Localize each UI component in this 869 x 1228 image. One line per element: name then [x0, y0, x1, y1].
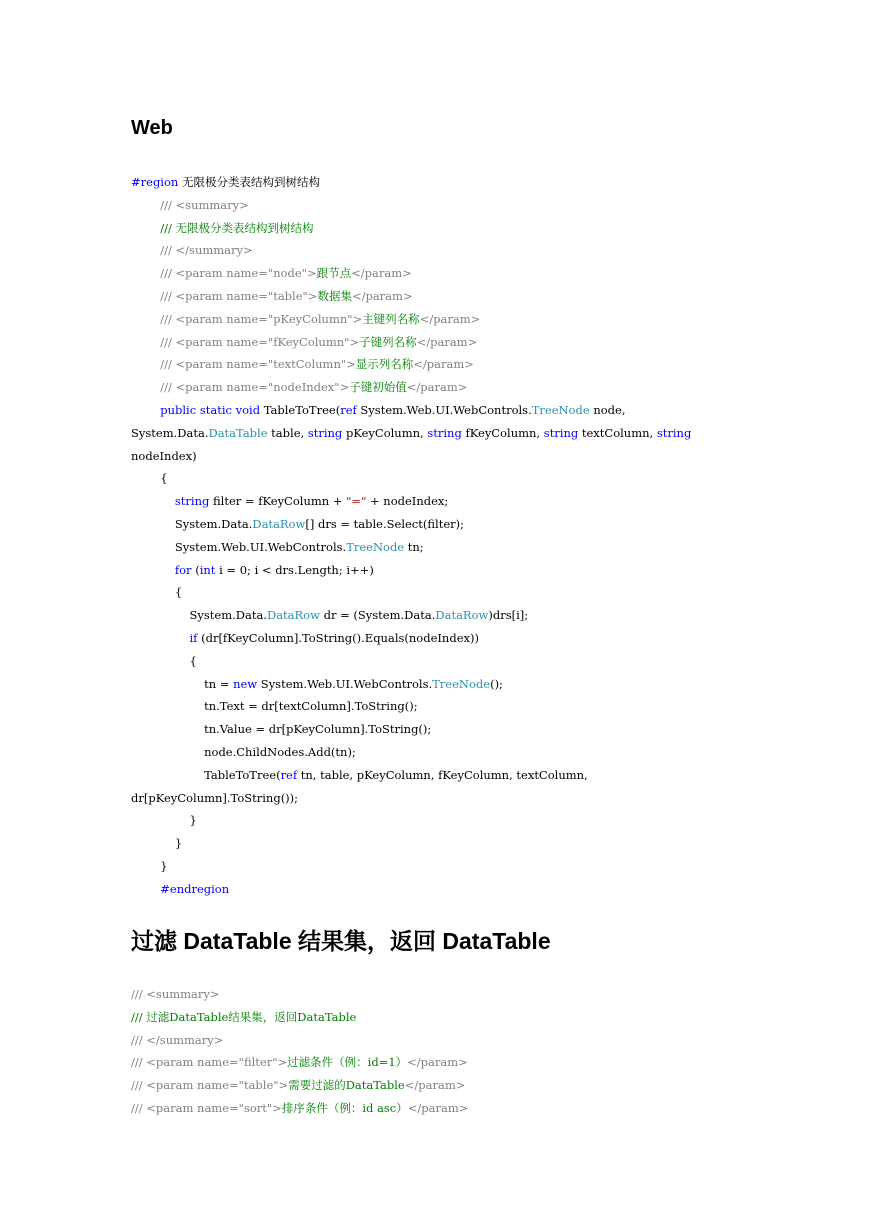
- code-line: [131, 308, 751, 331]
- code-text-token: System.Data.: [131, 516, 253, 531]
- type-token: DataTable: [208, 425, 268, 440]
- code-line: [131, 559, 751, 582]
- code-text-token: {: [131, 471, 168, 486]
- code-line: [131, 513, 751, 536]
- type-token: DataRow: [252, 516, 306, 531]
- code-line: [131, 878, 751, 901]
- code-line: [131, 695, 751, 718]
- type-token: TreeNode: [346, 539, 405, 554]
- keyword-token: string: [307, 425, 343, 440]
- code-text-token: nodeIndex): [131, 448, 197, 463]
- code-text-token: table,: [267, 425, 308, 440]
- xml-doc-tag-token: /// <param name="node">: [160, 266, 317, 281]
- xml-doc-tag-token: </param>: [406, 380, 468, 395]
- code-text-token: dr = (System.Data.: [319, 608, 436, 623]
- code-line: [131, 1029, 751, 1052]
- code-text-token: ();: [490, 676, 503, 691]
- xml-doc-tag-token: /// <param name="sort">: [131, 1100, 282, 1115]
- code-line: [131, 855, 751, 878]
- code-text-token: tn =: [131, 676, 234, 691]
- comment-token: 需要过滤的DataTable: [288, 1078, 405, 1093]
- keyword-token: string: [656, 425, 692, 440]
- code-line: [131, 194, 751, 217]
- comment-token: 数据集: [317, 288, 352, 303]
- code-line: [131, 399, 751, 422]
- code-line: [131, 331, 751, 354]
- xml-doc-tag-token: </param>: [407, 1055, 468, 1070]
- code-text-token: [131, 631, 190, 645]
- comment-token: /// 过滤DataTable结果集，返回DataTable: [131, 1009, 357, 1024]
- keyword-token: string: [174, 494, 210, 509]
- code-text-token: System.Data.: [131, 425, 209, 440]
- code-line: [131, 536, 751, 559]
- code-text-token: )drs[i];: [488, 608, 529, 623]
- keyword-token: void: [235, 402, 261, 417]
- comment-token: 跟节点: [316, 266, 352, 281]
- code-text-token: i = 0; i < drs.Length; i++): [215, 562, 374, 577]
- code-line: [131, 467, 751, 490]
- comment-token: 过滤条件（例：id=1）: [287, 1055, 408, 1070]
- code-text-token: fKeyColumn,: [461, 425, 544, 440]
- xml-doc-tag-token: /// <param name="textColumn">: [160, 357, 356, 372]
- code-line: [131, 376, 751, 399]
- xml-doc-tag-token: /// <param name="fKeyColumn">: [160, 334, 360, 349]
- xml-doc-tag-token: /// <param name="nodeIndex">: [160, 380, 350, 395]
- code-text-token: }: [131, 813, 197, 828]
- code-line: [131, 262, 751, 285]
- code-text-token: }: [131, 858, 168, 873]
- keyword-token: int: [199, 562, 216, 577]
- code-line: [131, 673, 751, 696]
- comment-token: /// 无限极分类表结构到树结构: [160, 220, 314, 235]
- code-text-token: [131, 266, 160, 280]
- code-text-token: tn, table, pKeyColumn, fKeyColumn, textColumn,: [297, 767, 588, 782]
- code-line: [131, 1097, 751, 1120]
- code-line: [131, 787, 751, 810]
- code-text-token: (dr[fKeyColumn].ToString().Equals(nodeIndex)): [197, 630, 479, 645]
- code-text-token: tn;: [404, 539, 424, 554]
- code-text-token: [131, 494, 175, 508]
- code-text-token: [131, 289, 160, 303]
- code-text-token: [131, 198, 160, 212]
- comment-token: 排序条件（例：id asc）: [281, 1100, 408, 1115]
- code-text-token: TableToTree(: [131, 767, 281, 782]
- code-line: [131, 285, 751, 308]
- code-text-token: [131, 403, 160, 417]
- keyword-token: if: [189, 630, 198, 645]
- xml-doc-tag-token: /// <summary>: [131, 987, 220, 1001]
- code-text-token: tn.Value = dr[pKeyColumn].ToString();: [131, 722, 432, 737]
- keyword-token: #region: [131, 175, 179, 189]
- code-line: [131, 983, 751, 1006]
- code-line: [131, 627, 751, 650]
- comment-token: 主键列名称: [362, 311, 420, 326]
- code-text-token: [131, 312, 160, 326]
- code-line: [131, 422, 751, 445]
- code-text-token: (: [191, 562, 200, 577]
- code-line: [131, 809, 751, 832]
- code-line: [131, 764, 751, 787]
- xml-doc-tag-token: /// <param name="filter">: [131, 1055, 288, 1070]
- type-token: TreeNode: [432, 676, 491, 691]
- xml-doc-tag-token: /// <summary>: [160, 197, 249, 212]
- keyword-token: string: [427, 425, 462, 440]
- code-line: [131, 832, 751, 855]
- type-token: DataRow: [266, 608, 320, 623]
- keyword-token: #endregion: [160, 881, 230, 896]
- code-text-token: {: [131, 653, 197, 668]
- code-text-token: System.Data.: [131, 608, 267, 623]
- code-line: [131, 445, 751, 468]
- code-line: [131, 353, 751, 376]
- comment-token: 显示列名称: [355, 357, 414, 372]
- keyword-token: ref: [340, 402, 357, 417]
- code-line: [131, 718, 751, 741]
- keyword-token: new: [233, 676, 258, 691]
- xml-doc-tag-token: /// <param name="table">: [131, 1078, 289, 1093]
- code-text-token: textColumn,: [578, 425, 657, 440]
- code-line: [131, 1051, 751, 1074]
- xml-doc-tag-token: </param>: [404, 1078, 466, 1093]
- xml-doc-tag-token: /// <param name="table">: [160, 288, 318, 303]
- code-block-table-to-tree: [131, 171, 751, 901]
- code-text-token: System.Web.UI.WebControls.: [257, 676, 433, 691]
- xml-doc-tag-token: </param>: [419, 311, 481, 326]
- string-token: "=": [346, 494, 367, 509]
- xml-doc-tag-token: </param>: [351, 288, 413, 303]
- code-block-filter-datatable: [131, 983, 751, 1120]
- xml-doc-tag-token: /// </summary>: [160, 243, 253, 258]
- section-heading-web: Web: [131, 117, 173, 139]
- code-line: [131, 741, 751, 764]
- code-text-token: [] drs = table.Select(filter);: [305, 516, 464, 531]
- code-text-token: tn.Text = dr[textColumn].ToString();: [131, 699, 418, 714]
- comment-token: 子键列名称: [359, 334, 417, 349]
- code-text-token: System.Web.UI.WebControls.: [131, 539, 347, 554]
- code-line: [131, 1074, 751, 1097]
- code-line: [131, 1006, 751, 1029]
- code-text-token: [131, 335, 160, 349]
- code-text-token: System.Web.UI.WebControls.: [356, 402, 532, 417]
- code-text-token: pKeyColumn,: [342, 425, 428, 440]
- code-text-token: 无限极分类表结构到树结构: [178, 175, 320, 189]
- code-text-token: filter = fKeyColumn +: [209, 494, 347, 509]
- xml-doc-tag-token: /// <param name="pKeyColumn">: [160, 311, 363, 326]
- code-text-token: + nodeIndex;: [366, 494, 449, 509]
- code-line: [131, 239, 751, 262]
- keyword-token: public: [160, 402, 197, 417]
- code-line: [131, 490, 751, 513]
- keyword-token: for: [174, 562, 192, 577]
- code-line: [131, 171, 751, 194]
- type-token: DataRow: [435, 608, 489, 623]
- section-heading-filter-datatable: 过滤 DataTable 结果集，返回 DataTable: [131, 928, 551, 954]
- code-text-token: [131, 243, 160, 257]
- xml-doc-tag-token: </param>: [407, 1100, 469, 1115]
- code-line: [131, 604, 751, 627]
- xml-doc-tag-token: /// </summary>: [131, 1032, 224, 1047]
- code-text-token: node.ChildNodes.Add(tn);: [131, 744, 356, 759]
- code-line: [131, 650, 751, 673]
- code-text-token: node,: [589, 402, 626, 417]
- xml-doc-tag-token: </param>: [416, 334, 478, 349]
- code-line: [131, 217, 751, 240]
- code-text-token: {: [131, 585, 183, 600]
- code-line: [131, 581, 751, 604]
- code-text-token: [131, 357, 160, 371]
- code-text-token: [131, 221, 160, 235]
- code-text-token: [131, 882, 160, 896]
- xml-doc-tag-token: </param>: [351, 266, 412, 281]
- keyword-token: ref: [280, 767, 298, 782]
- code-text-token: TableToTree(: [260, 402, 341, 417]
- keyword-token: string: [543, 425, 579, 440]
- type-token: TreeNode: [531, 402, 590, 417]
- code-text-token: dr[pKeyColumn].ToString());: [131, 790, 299, 805]
- code-text-token: }: [131, 836, 183, 851]
- comment-token: 子键初始值: [349, 380, 407, 395]
- code-text-token: [131, 563, 175, 577]
- code-text-token: [131, 380, 160, 394]
- keyword-token: static: [199, 402, 232, 417]
- xml-doc-tag-token: </param>: [413, 357, 474, 372]
